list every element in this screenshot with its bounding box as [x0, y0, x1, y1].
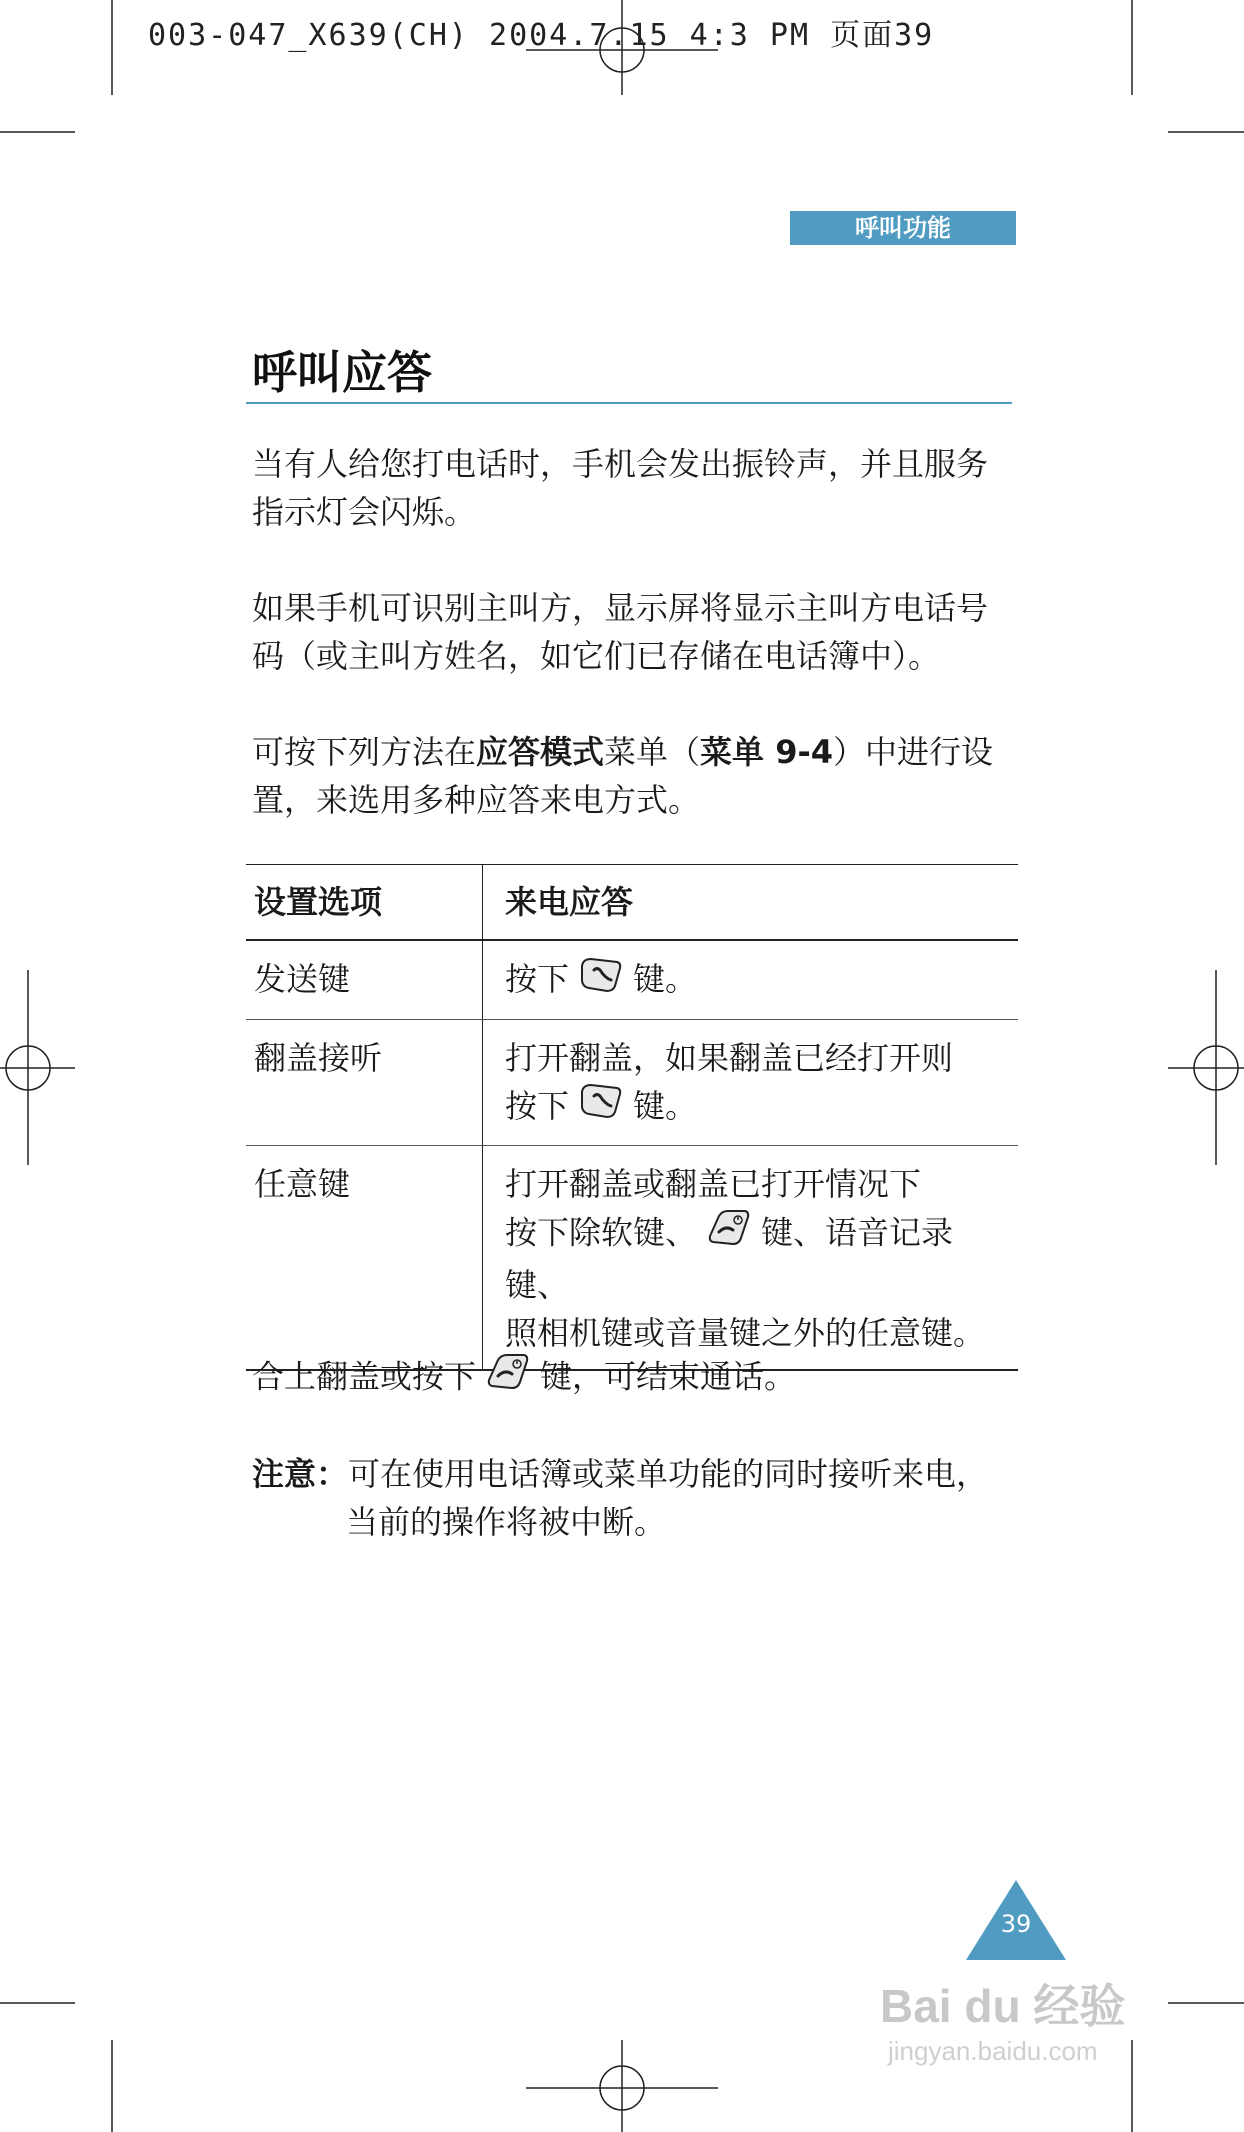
row-option: 翻盖接听	[246, 1019, 483, 1146]
note: 注意：可在使用电话簿或菜单功能的同时接听来电， 当前的操作将被中断。	[252, 1455, 989, 1541]
end-key-icon	[707, 1208, 751, 1261]
row-description: 打开翻盖，如果翻盖已经打开则 按下 键。	[483, 1019, 1019, 1146]
paragraph-1: 当有人给您打电话时，手机会发出振铃声，并且服务 指示灯会闪烁。	[252, 445, 989, 531]
watermark-url: jingyan.baidu.com	[888, 2036, 1098, 2066]
table-header-option: 设置选项	[246, 865, 483, 941]
title-rule	[246, 402, 1012, 404]
row-description: 打开翻盖或翻盖已打开情况下 按下除软键、 键、语音记录键、 照相机键或音量键之外的任意键。	[483, 1146, 1019, 1371]
send-key-icon	[579, 1082, 623, 1133]
menu-number: 菜单 9-4	[700, 733, 834, 771]
table-row	[246, 940, 1018, 1019]
answer-options-table	[246, 864, 1018, 1371]
send-key-icon	[579, 956, 623, 1007]
paragraph-3: 可按下列方法在应答模式菜单（菜单 9-4）中进行设 置，来选用多种应答来电方式。	[252, 733, 994, 819]
table-row	[246, 1019, 1018, 1146]
watermark-logo: Bai du 经验	[880, 1980, 1126, 2032]
table-header-answer: 来电应答	[483, 865, 1019, 941]
paragraph-2: 如果手机可识别主叫方，显示屏将显示主叫方电话号 码（或主叫方姓名，如它们已存储在电话簿中）。	[252, 589, 989, 675]
table-row	[246, 1146, 1018, 1371]
row-option: 任意键	[246, 1146, 483, 1371]
print-header: 003-047_X639(CH) 2004.7.15 4:3 PM 页面39	[148, 18, 935, 53]
page-number: 39	[1000, 1910, 1032, 1938]
row-option: 发送键	[246, 940, 483, 1019]
end-call-text: 合上翻盖或按下 键，可结束通话。	[252, 1352, 1012, 1405]
row-description: 按下 键。	[483, 940, 1019, 1019]
table-header-row	[246, 865, 1018, 941]
page-title: 呼叫应答	[252, 346, 433, 399]
note-label: 注意：	[252, 1455, 349, 1493]
section-tag: 呼叫功能	[790, 211, 1016, 245]
end-key-icon	[486, 1352, 530, 1405]
menu-name: 应答模式	[476, 733, 605, 771]
